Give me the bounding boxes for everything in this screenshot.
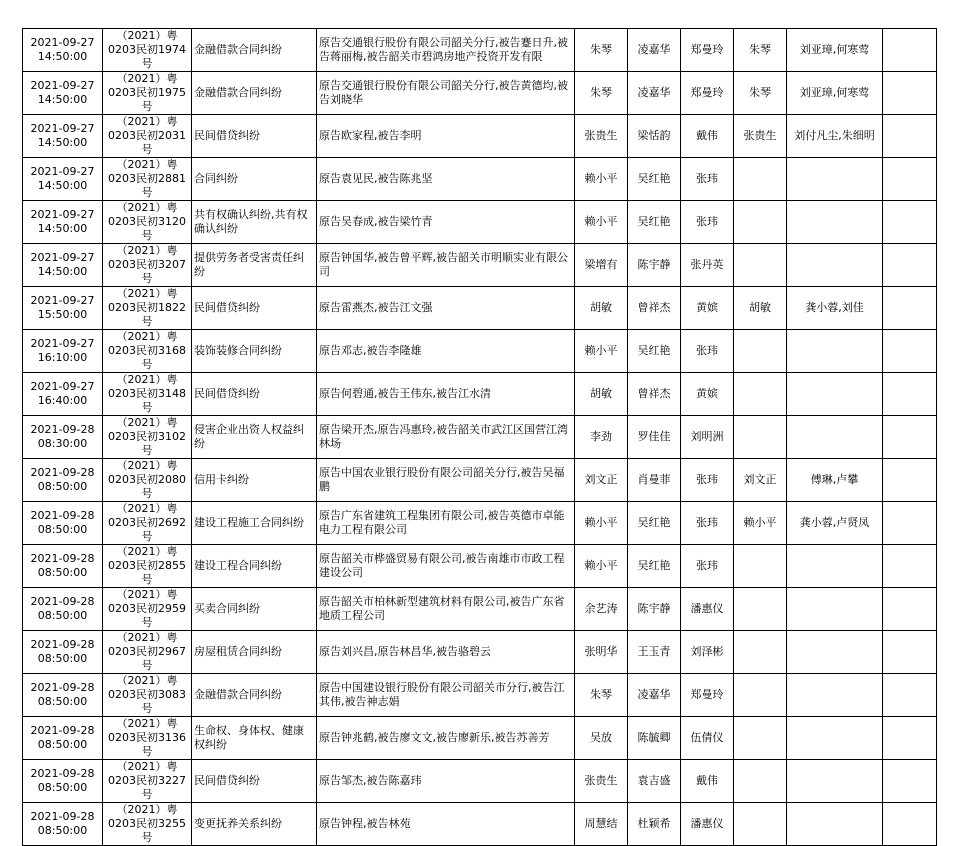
case-number-cell: （2021）粤0203民初2031号 bbox=[103, 115, 192, 158]
hearing-time-cell: 2021-09-27 14:50:00 bbox=[23, 158, 103, 201]
clerk-cell: 刘泽彬 bbox=[681, 631, 734, 674]
case-cause-cell: 建设工程合同纠纷 bbox=[192, 545, 317, 588]
clerk-cell: 张玮 bbox=[681, 459, 734, 502]
empty-cell bbox=[883, 588, 937, 631]
hearing-time-cell: 2021-09-27 14:50:00 bbox=[23, 201, 103, 244]
case-cause-cell: 金融借款合同纠纷 bbox=[192, 29, 317, 72]
jurors-cell bbox=[787, 373, 883, 416]
presiding-cell: 朱琴 bbox=[734, 72, 787, 115]
parties-cell: 原告韶关市桦盛贸易有限公司,被告南雄市市政工程建设公司 bbox=[317, 545, 575, 588]
presiding-cell bbox=[734, 330, 787, 373]
case-cause-cell: 共有权确认纠纷,共有权确认纠纷 bbox=[192, 201, 317, 244]
case-number-cell: （2021）粤0203民初3227号 bbox=[103, 760, 192, 803]
parties-cell: 原告刘兴昌,原告林昌华,被告骆碧云 bbox=[317, 631, 575, 674]
jurors-cell: 龚小蓉,刘佳 bbox=[787, 287, 883, 330]
clerk-cell: 张玮 bbox=[681, 330, 734, 373]
hearing-schedule-table bbox=[22, 28, 937, 846]
judge-cell: 赖小平 bbox=[575, 201, 628, 244]
empty-cell bbox=[883, 287, 937, 330]
empty-cell bbox=[883, 158, 937, 201]
table-row bbox=[23, 72, 937, 115]
judge-cell: 赖小平 bbox=[575, 502, 628, 545]
panel-member-cell: 吴红艳 bbox=[628, 545, 681, 588]
clerk-cell: 张玮 bbox=[681, 545, 734, 588]
table-row bbox=[23, 115, 937, 158]
judge-cell: 周慧结 bbox=[575, 803, 628, 846]
case-number-cell: （2021）粤0203民初1974号 bbox=[103, 29, 192, 72]
empty-cell bbox=[883, 803, 937, 846]
hearing-time-cell: 2021-09-28 08:50:00 bbox=[23, 502, 103, 545]
judge-cell: 余艺涛 bbox=[575, 588, 628, 631]
jurors-cell bbox=[787, 717, 883, 760]
empty-cell bbox=[883, 459, 937, 502]
clerk-cell: 黄嫔 bbox=[681, 287, 734, 330]
table-row bbox=[23, 201, 937, 244]
empty-cell bbox=[883, 29, 937, 72]
empty-cell bbox=[883, 717, 937, 760]
judge-cell: 张贵生 bbox=[575, 115, 628, 158]
presiding-cell bbox=[734, 588, 787, 631]
judge-cell: 胡敏 bbox=[575, 287, 628, 330]
parties-cell: 原告邹杰,被告陈嘉玮 bbox=[317, 760, 575, 803]
table-row bbox=[23, 287, 937, 330]
judge-cell: 朱琴 bbox=[575, 72, 628, 115]
jurors-cell bbox=[787, 803, 883, 846]
case-cause-cell: 信用卡纠纷 bbox=[192, 459, 317, 502]
panel-member-cell: 梁恬韵 bbox=[628, 115, 681, 158]
panel-member-cell: 曾祥杰 bbox=[628, 373, 681, 416]
case-number-cell: （2021）粤0203民初2855号 bbox=[103, 545, 192, 588]
table-row bbox=[23, 330, 937, 373]
clerk-cell: 张玮 bbox=[681, 158, 734, 201]
presiding-cell: 朱琴 bbox=[734, 29, 787, 72]
empty-cell bbox=[883, 373, 937, 416]
judge-cell: 胡敏 bbox=[575, 373, 628, 416]
parties-cell: 原告交通银行股份有限公司韶关分行,被告蹇日升,被告蒋丽梅,被告韶关市碧鸿房地产投资开发有限 bbox=[317, 29, 575, 72]
jurors-cell bbox=[787, 244, 883, 287]
hearing-time-cell: 2021-09-27 14:50:00 bbox=[23, 72, 103, 115]
presiding-cell: 刘文正 bbox=[734, 459, 787, 502]
hearing-time-cell: 2021-09-28 08:50:00 bbox=[23, 459, 103, 502]
case-number-cell: （2021）粤0203民初1975号 bbox=[103, 72, 192, 115]
empty-cell bbox=[883, 631, 937, 674]
hearing-time-cell: 2021-09-28 08:50:00 bbox=[23, 717, 103, 760]
jurors-cell bbox=[787, 330, 883, 373]
hearing-time-cell: 2021-09-27 16:40:00 bbox=[23, 373, 103, 416]
jurors-cell bbox=[787, 201, 883, 244]
parties-cell: 原告邓志,被告李隆雄 bbox=[317, 330, 575, 373]
parties-cell: 原告何碧通,被告王伟东,被告江水清 bbox=[317, 373, 575, 416]
panel-member-cell: 吴红艳 bbox=[628, 201, 681, 244]
judge-cell: 朱琴 bbox=[575, 674, 628, 717]
hearing-time-cell: 2021-09-27 14:50:00 bbox=[23, 244, 103, 287]
table-row bbox=[23, 717, 937, 760]
empty-cell bbox=[883, 545, 937, 588]
case-cause-cell: 民间借贷纠纷 bbox=[192, 760, 317, 803]
presiding-cell bbox=[734, 545, 787, 588]
presiding-cell: 胡敏 bbox=[734, 287, 787, 330]
case-cause-cell: 变更抚养关系纠纷 bbox=[192, 803, 317, 846]
case-number-cell: （2021）粤0203民初3120号 bbox=[103, 201, 192, 244]
jurors-cell: 刘付凡尘,朱细明 bbox=[787, 115, 883, 158]
empty-cell bbox=[883, 330, 937, 373]
empty-cell bbox=[883, 416, 937, 459]
presiding-cell bbox=[734, 674, 787, 717]
panel-member-cell: 吴红艳 bbox=[628, 330, 681, 373]
panel-member-cell: 吴红艳 bbox=[628, 158, 681, 201]
table-row bbox=[23, 459, 937, 502]
empty-cell bbox=[883, 115, 937, 158]
judge-cell: 朱琴 bbox=[575, 29, 628, 72]
judge-cell: 张贵生 bbox=[575, 760, 628, 803]
hearing-time-cell: 2021-09-28 08:50:00 bbox=[23, 631, 103, 674]
judge-cell: 赖小平 bbox=[575, 330, 628, 373]
parties-cell: 原告中国建设银行股份有限公司韶关市分行,被告江其伟,被告神志娟 bbox=[317, 674, 575, 717]
table-row bbox=[23, 502, 937, 545]
table-row bbox=[23, 588, 937, 631]
clerk-cell: 戴伟 bbox=[681, 115, 734, 158]
hearing-time-cell: 2021-09-27 14:50:00 bbox=[23, 29, 103, 72]
case-cause-cell: 民间借贷纠纷 bbox=[192, 287, 317, 330]
table-row bbox=[23, 760, 937, 803]
table-row bbox=[23, 244, 937, 287]
parties-cell: 原告欧家程,被告李明 bbox=[317, 115, 575, 158]
clerk-cell: 张丹英 bbox=[681, 244, 734, 287]
case-number-cell: （2021）粤0203民初1822号 bbox=[103, 287, 192, 330]
panel-member-cell: 凌嘉华 bbox=[628, 72, 681, 115]
case-cause-cell: 提供劳务者受害责任纠纷 bbox=[192, 244, 317, 287]
clerk-cell: 潘惠仪 bbox=[681, 588, 734, 631]
panel-member-cell: 曾祥杰 bbox=[628, 287, 681, 330]
hearing-time-cell: 2021-09-28 08:30:00 bbox=[23, 416, 103, 459]
case-cause-cell: 建设工程施工合同纠纷 bbox=[192, 502, 317, 545]
empty-cell bbox=[883, 502, 937, 545]
presiding-cell bbox=[734, 760, 787, 803]
presiding-cell: 张贵生 bbox=[734, 115, 787, 158]
clerk-cell: 张玮 bbox=[681, 502, 734, 545]
case-number-cell: （2021）粤0203民初3083号 bbox=[103, 674, 192, 717]
clerk-cell: 郑曼玲 bbox=[681, 29, 734, 72]
presiding-cell bbox=[734, 158, 787, 201]
hearing-time-cell: 2021-09-27 15:50:00 bbox=[23, 287, 103, 330]
clerk-cell: 郑曼玲 bbox=[681, 72, 734, 115]
jurors-cell bbox=[787, 674, 883, 717]
case-number-cell: （2021）粤0203民初2881号 bbox=[103, 158, 192, 201]
parties-cell: 原告雷燕杰,被告江文强 bbox=[317, 287, 575, 330]
judge-cell: 李劲 bbox=[575, 416, 628, 459]
panel-member-cell: 袁吉盛 bbox=[628, 760, 681, 803]
jurors-cell: 刘亚璋,何寒莺 bbox=[787, 72, 883, 115]
case-number-cell: （2021）粤0203民初3136号 bbox=[103, 717, 192, 760]
case-number-cell: （2021）粤0203民初3168号 bbox=[103, 330, 192, 373]
case-cause-cell: 民间借贷纠纷 bbox=[192, 115, 317, 158]
clerk-cell: 黄嫔 bbox=[681, 373, 734, 416]
empty-cell bbox=[883, 72, 937, 115]
parties-cell: 原告钟国华,被告曾平辉,被告韶关市明顺实业有限公司 bbox=[317, 244, 575, 287]
empty-cell bbox=[883, 674, 937, 717]
case-number-cell: （2021）粤0203民初3207号 bbox=[103, 244, 192, 287]
parties-cell: 原告中国农业银行股份有限公司韶关分行,被告吴福鹏 bbox=[317, 459, 575, 502]
panel-member-cell: 吴红艳 bbox=[628, 502, 681, 545]
case-cause-cell: 买卖合同纠纷 bbox=[192, 588, 317, 631]
panel-member-cell: 凌嘉华 bbox=[628, 29, 681, 72]
jurors-cell bbox=[787, 760, 883, 803]
presiding-cell bbox=[734, 201, 787, 244]
jurors-cell bbox=[787, 158, 883, 201]
jurors-cell: 刘亚璋,何寒莺 bbox=[787, 29, 883, 72]
case-number-cell: （2021）粤0203民初2080号 bbox=[103, 459, 192, 502]
parties-cell: 原告韶关市柏林新型建筑材料有限公司,被告广东省地质工程公司 bbox=[317, 588, 575, 631]
hearing-time-cell: 2021-09-27 16:10:00 bbox=[23, 330, 103, 373]
case-cause-cell: 装饰装修合同纠纷 bbox=[192, 330, 317, 373]
panel-member-cell: 杜颖希 bbox=[628, 803, 681, 846]
empty-cell bbox=[883, 201, 937, 244]
parties-cell: 原告广东省建筑工程集团有限公司,被告英德市卓能电力工程有限公司 bbox=[317, 502, 575, 545]
presiding-cell bbox=[734, 717, 787, 760]
case-number-cell: （2021）粤0203民初3148号 bbox=[103, 373, 192, 416]
panel-member-cell: 陈宇静 bbox=[628, 244, 681, 287]
judge-cell: 张明华 bbox=[575, 631, 628, 674]
table-row bbox=[23, 674, 937, 717]
case-cause-cell: 金融借款合同纠纷 bbox=[192, 72, 317, 115]
clerk-cell: 伍倩仪 bbox=[681, 717, 734, 760]
panel-member-cell: 凌嘉华 bbox=[628, 674, 681, 717]
empty-cell bbox=[883, 760, 937, 803]
parties-cell: 原告钟兆鹤,被告廖文文,被告廖新乐,被告苏善芳 bbox=[317, 717, 575, 760]
panel-member-cell: 陈毓卿 bbox=[628, 717, 681, 760]
jurors-cell: 傅琳,卢攀 bbox=[787, 459, 883, 502]
table-row bbox=[23, 373, 937, 416]
presiding-cell bbox=[734, 416, 787, 459]
case-cause-cell: 民间借贷纠纷 bbox=[192, 373, 317, 416]
hearing-time-cell: 2021-09-28 08:50:00 bbox=[23, 803, 103, 846]
clerk-cell: 刘明洲 bbox=[681, 416, 734, 459]
parties-cell: 原告吴春成,被告梁竹青 bbox=[317, 201, 575, 244]
panel-member-cell: 王玉青 bbox=[628, 631, 681, 674]
hearing-time-cell: 2021-09-27 14:50:00 bbox=[23, 115, 103, 158]
clerk-cell: 张玮 bbox=[681, 201, 734, 244]
panel-member-cell: 肖曼菲 bbox=[628, 459, 681, 502]
hearing-time-cell: 2021-09-28 08:50:00 bbox=[23, 760, 103, 803]
jurors-cell bbox=[787, 545, 883, 588]
case-number-cell: （2021）粤0203民初3255号 bbox=[103, 803, 192, 846]
clerk-cell: 潘惠仪 bbox=[681, 803, 734, 846]
clerk-cell: 郑曼玲 bbox=[681, 674, 734, 717]
table-row bbox=[23, 158, 937, 201]
jurors-cell: 龚小蓉,卢贤凤 bbox=[787, 502, 883, 545]
case-cause-cell: 房屋租赁合同纠纷 bbox=[192, 631, 317, 674]
presiding-cell bbox=[734, 244, 787, 287]
presiding-cell bbox=[734, 373, 787, 416]
table-row bbox=[23, 803, 937, 846]
table-row bbox=[23, 545, 937, 588]
case-number-cell: （2021）粤0203民初3102号 bbox=[103, 416, 192, 459]
jurors-cell bbox=[787, 416, 883, 459]
table-row bbox=[23, 29, 937, 72]
empty-cell bbox=[883, 244, 937, 287]
case-number-cell: （2021）粤0203民初2967号 bbox=[103, 631, 192, 674]
judge-cell: 赖小平 bbox=[575, 158, 628, 201]
judge-cell: 梁增有 bbox=[575, 244, 628, 287]
case-cause-cell: 合同纠纷 bbox=[192, 158, 317, 201]
hearing-time-cell: 2021-09-28 08:50:00 bbox=[23, 588, 103, 631]
judge-cell: 赖小平 bbox=[575, 545, 628, 588]
presiding-cell bbox=[734, 803, 787, 846]
case-number-cell: （2021）粤0203民初2692号 bbox=[103, 502, 192, 545]
presiding-cell: 赖小平 bbox=[734, 502, 787, 545]
parties-cell: 原告钟程,被告林苑 bbox=[317, 803, 575, 846]
parties-cell: 原告袁见民,被告陈兆坚 bbox=[317, 158, 575, 201]
case-cause-cell: 生命权、身体权、健康权纠纷 bbox=[192, 717, 317, 760]
presiding-cell bbox=[734, 631, 787, 674]
jurors-cell bbox=[787, 631, 883, 674]
panel-member-cell: 陈宇静 bbox=[628, 588, 681, 631]
hearing-time-cell: 2021-09-28 08:50:00 bbox=[23, 674, 103, 717]
clerk-cell: 戴伟 bbox=[681, 760, 734, 803]
hearing-time-cell: 2021-09-28 08:50:00 bbox=[23, 545, 103, 588]
panel-member-cell: 罗佳佳 bbox=[628, 416, 681, 459]
table-row bbox=[23, 416, 937, 459]
case-cause-cell: 侵害企业出资人权益纠纷 bbox=[192, 416, 317, 459]
case-number-cell: （2021）粤0203民初2959号 bbox=[103, 588, 192, 631]
jurors-cell bbox=[787, 588, 883, 631]
case-cause-cell: 金融借款合同纠纷 bbox=[192, 674, 317, 717]
parties-cell: 原告梁开杰,原告冯惠玲,被告韶关市武江区国营江湾林场 bbox=[317, 416, 575, 459]
judge-cell: 吴放 bbox=[575, 717, 628, 760]
table-row bbox=[23, 631, 937, 674]
judge-cell: 刘文正 bbox=[575, 459, 628, 502]
parties-cell: 原告交通银行股份有限公司韶关分行,被告黄德均,被告刘晓华 bbox=[317, 72, 575, 115]
